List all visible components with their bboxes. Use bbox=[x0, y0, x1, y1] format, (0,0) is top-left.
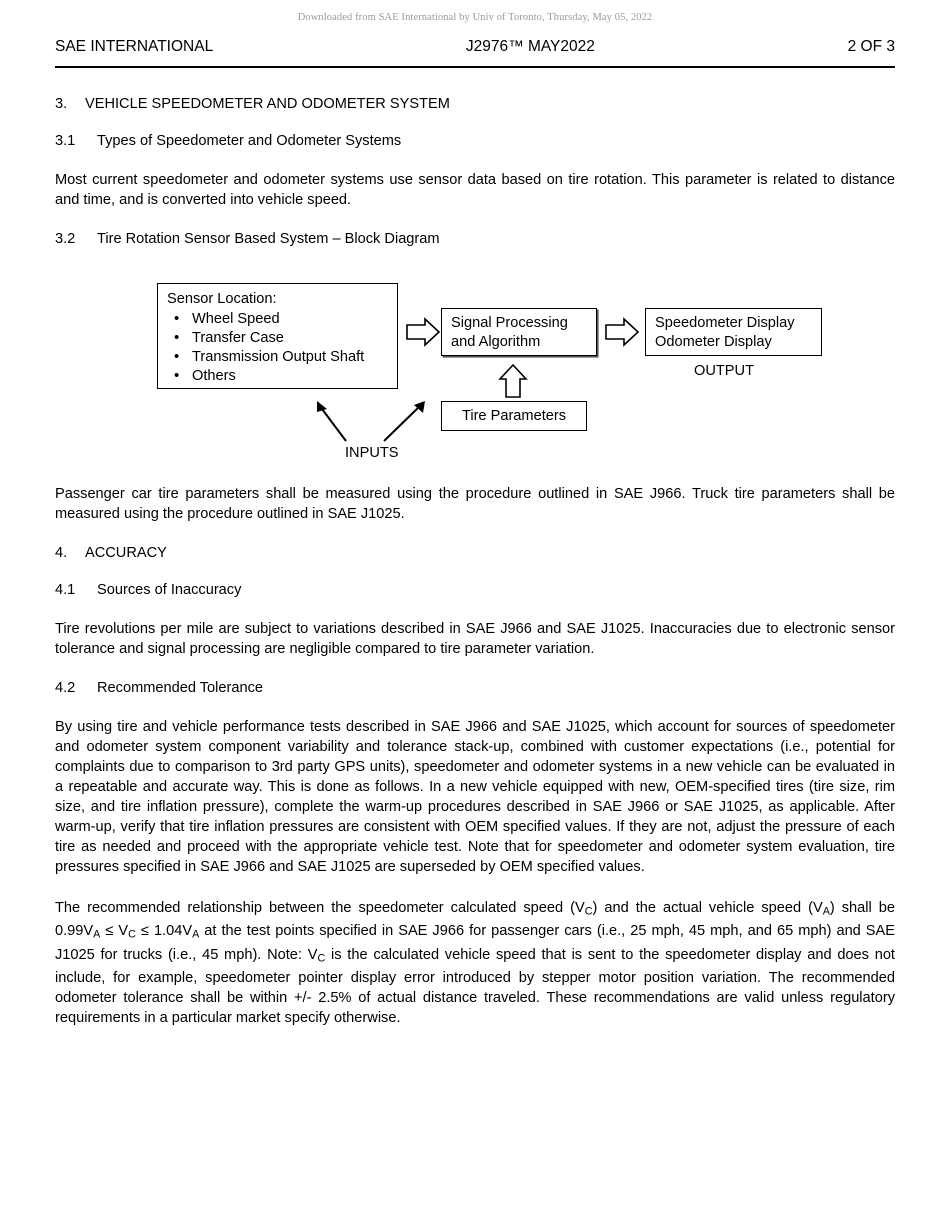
final-text-7: is the calculated vehicle speed that is sent to the speedometer display and does not include, for example, speedometer pointer display error introduced by stepper motor position variation. The recommended odometer tolerance shall be within +/- 2.5% of actual distance traveled. These recommendations are valid unless regulatory requirements in a particular market specify otherwise. bbox=[55, 946, 895, 1027]
paragraph-3-1-body: Most current speedometer and odometer systems use sensor data based on tire rotation. This parameter is related to distance and time, and is converted into vehicle speed. bbox=[55, 172, 895, 208]
block-diagram bbox=[55, 273, 895, 468]
diagram-box-signal-processing bbox=[441, 308, 597, 356]
diagram-label-output: OUTPUT bbox=[694, 363, 754, 379]
heading-section-4-1-title: Sources of Inaccuracy bbox=[97, 582, 242, 598]
final-text-6: at the test points specified in SAE J966 for passenger cars (i.e., 25 mph, 45 mph, and 65 mph) and SAE J1025 for trucks (i.e., 45 mph). Note: V bbox=[55, 923, 896, 963]
document-content bbox=[55, 96, 895, 1028]
list-item: • Transfer Case bbox=[167, 329, 397, 348]
header-document-number: J2976™ MAY2022 bbox=[465, 38, 595, 55]
heading-section-4-2 bbox=[55, 680, 895, 696]
subscript-c-3: C bbox=[317, 952, 326, 965]
list-item: • Wheel Speed bbox=[167, 310, 397, 329]
heading-section-4-2-number: 4.2 bbox=[55, 680, 76, 696]
spacer bbox=[55, 112, 895, 133]
tire-parameters-label: Tire Parameters bbox=[461, 407, 567, 424]
spacer bbox=[55, 524, 895, 545]
spacer bbox=[55, 659, 895, 680]
heading-section-3-2-title: Tire Rotation Sensor Based System – Block Diagram bbox=[97, 231, 440, 247]
heading-section-3 bbox=[55, 96, 895, 112]
subscript-a-1: A bbox=[822, 905, 830, 918]
final-text-4: ≤ V bbox=[100, 923, 129, 940]
signal-processing-line-1: Signal Processing bbox=[451, 315, 568, 331]
heading-section-3-1-number: 3.1 bbox=[55, 133, 76, 149]
header-page-number: 2 OF 3 bbox=[847, 38, 895, 55]
list-item: • Transmission Output Shaft bbox=[167, 348, 397, 367]
display-line-2: Odometer Display bbox=[655, 334, 772, 350]
paragraph-4-2-body: By using tire and vehicle performance tests described in SAE J966 and SAE J1025, which account for sources of speedometer and odometer system component variability and tolerance stack-up, combined with customer expectations (i.e., potential for complaints due to comparison to 3rd party GPS units), speedometer and odometer systems in a new vehicle can be evaluated in a repeatable and accurate way. This is done as follows. In a new vehicle equipped with new, OEM-specified tires (tire size, rim size, and tire inflation pressure), complete the warm-up procedures described in SAE J966 or SAE J1025, as applicable. After warm-up, verify that tire inflation pressures are consistent with OEM specified values. If they are not, adjust the pressure of each tire as needed and proceed with the appropriate vehicle test. Note that for speedometer and odometer system evaluation, tire pressures specified in SAE J966 and SAE J1025 are superseded by OEM specified values. bbox=[55, 719, 895, 875]
diagram-box-display bbox=[645, 308, 822, 356]
subscript-a-2: A bbox=[93, 928, 101, 941]
heading-section-4-number: 4. bbox=[55, 545, 68, 561]
subscript-c-1: C bbox=[584, 905, 593, 918]
heading-section-3-title: VEHICLE SPEEDOMETER AND ODOMETER SYSTEM bbox=[85, 96, 450, 112]
list-item: • Others bbox=[167, 367, 397, 386]
final-text-3: ) shall be 0.99V bbox=[55, 900, 895, 940]
spacer bbox=[55, 877, 895, 898]
sensor-location-list bbox=[167, 310, 397, 386]
heading-section-4-title: ACCURACY bbox=[85, 545, 167, 561]
header-divider bbox=[55, 66, 895, 68]
paragraph-final bbox=[55, 898, 895, 1028]
sensor-location-heading: Sensor Location: bbox=[167, 291, 277, 307]
arrow-tire-to-signal bbox=[500, 365, 526, 397]
heading-section-3-1 bbox=[55, 133, 895, 149]
spacer bbox=[55, 561, 895, 582]
subscript-c-2: C bbox=[128, 928, 136, 941]
arrow-inputs-right bbox=[384, 401, 425, 441]
heading-section-3-1-title: Types of Speedometer and Odometer Systems bbox=[97, 133, 402, 149]
arrow-signal-to-display bbox=[606, 319, 638, 345]
spacer bbox=[55, 210, 895, 231]
arrow-inputs-left bbox=[317, 401, 346, 441]
header-organization: SAE INTERNATIONAL bbox=[55, 38, 214, 55]
paragraph-4-1-body: Tire revolutions per mile are subject to variations described in SAE J966 and SAE J1025. Inaccuracies due to electronic sensor tolerance and signal processing are negligible compared to tire parameter variation. bbox=[55, 621, 895, 657]
heading-section-3-2 bbox=[55, 231, 895, 247]
heading-section-3-2-number: 3.2 bbox=[55, 231, 76, 247]
spacer bbox=[55, 696, 895, 717]
final-text-5: ≤ 1.04V bbox=[135, 923, 193, 940]
heading-section-4-1-number: 4.1 bbox=[55, 582, 76, 598]
spacer bbox=[55, 598, 895, 619]
diagram-box-tire-parameters bbox=[441, 401, 587, 431]
spacer bbox=[55, 149, 895, 170]
arrow-sensor-to-signal bbox=[407, 319, 439, 345]
final-text-1: The recommended relationship between the speedometer calculated speed (V bbox=[55, 900, 585, 916]
page-header bbox=[55, 38, 895, 56]
final-text-2: ) and the actual vehicle speed (V bbox=[592, 900, 823, 916]
heading-section-4-1 bbox=[55, 582, 895, 598]
heading-section-4-2-title: Recommended Tolerance bbox=[97, 680, 264, 696]
display-line-1: Speedometer Display bbox=[655, 315, 795, 331]
signal-processing-line-2: and Algorithm bbox=[451, 334, 541, 350]
heading-section-3-number: 3. bbox=[55, 96, 68, 112]
heading-section-4 bbox=[55, 545, 895, 561]
spacer bbox=[55, 468, 895, 484]
diagram-box-sensor-location bbox=[157, 283, 398, 389]
spacer bbox=[55, 247, 895, 273]
subscript-a-3: A bbox=[192, 928, 200, 941]
paragraph-after-diagram: Passenger car tire parameters shall be measured using the procedure outlined in SAE J966. Truck tire parameters shall be measured using the procedure outlined in SAE J1025. bbox=[55, 486, 895, 522]
download-watermark: Downloaded from SAE International by Univ of Toronto, Thursday, May 05, 2022 bbox=[297, 12, 653, 23]
diagram-label-inputs: INPUTS bbox=[345, 445, 399, 461]
